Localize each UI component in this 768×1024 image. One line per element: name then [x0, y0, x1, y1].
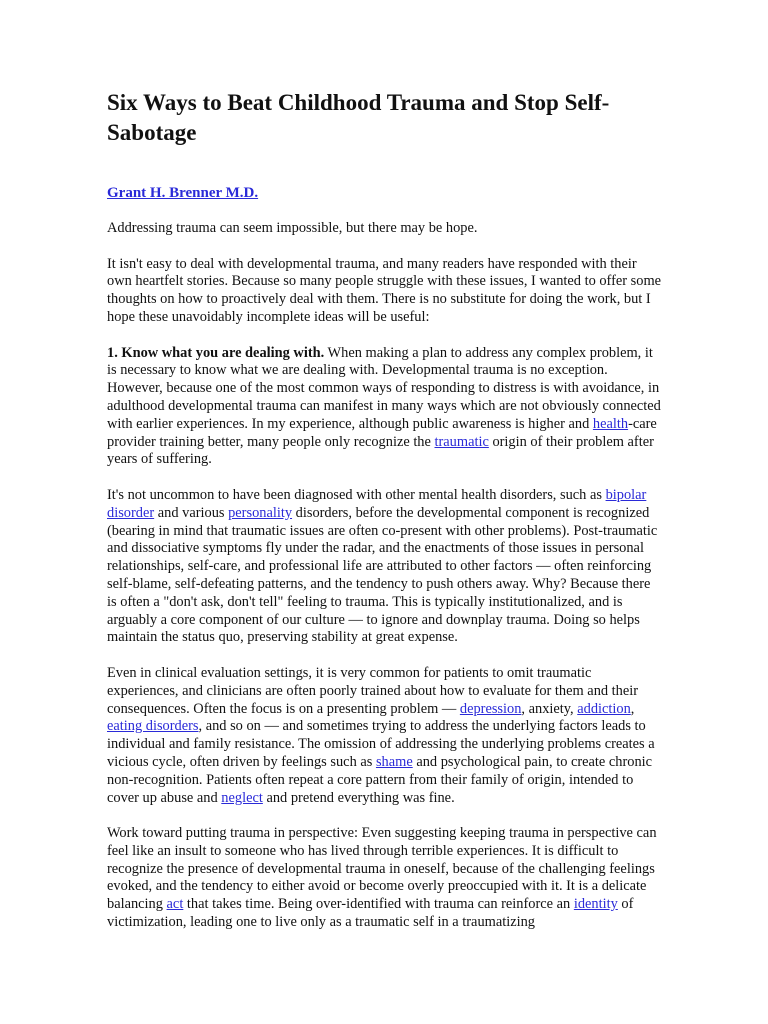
paragraph-3: [107, 487, 663, 647]
paragraph-3-text-a: It's not uncommon to have been diagnosed with other mental health disorders, such as: [107, 486, 606, 503]
paragraph-1: It isn't easy to deal with developmental trauma, and many readers have responded with their own heartfelt stories. Because so many people struggle with these issues, I wanted to offer some thoughts on how to proactively deal with them. There is no substitute for doing the work, but I hope these unavoidably incomplete ideas will be useful:: [107, 255, 662, 325]
paragraph-4-text-b: , anxiety,: [521, 700, 578, 717]
link-personality[interactable]: personality: [228, 504, 293, 521]
intro-paragraph: Addressing trauma can seem impossible, but there may be hope.: [107, 220, 478, 236]
author-link[interactable]: Grant H. Brenner M.D.: [107, 185, 259, 201]
paragraph-2-text-c: origin of their problem after years of suffering.: [107, 433, 654, 468]
author-byline: [107, 184, 663, 202]
paragraph-3-text-b: and various: [154, 504, 229, 521]
paragraph-5-text-b: that takes time. Being over-identified with trauma can reinforce an: [183, 896, 574, 913]
paragraph-5-text-c: of victimization, leading one to live only as a traumatic self in a traumatizing: [107, 896, 634, 931]
paragraph-4-text-c: ,: [630, 700, 635, 717]
paragraph-3-text-c: disorders, before the developmental component is recognized (bearing in mind that traumatic issues are often co-present with other problems). Post-traumatic and dissociative symptoms fly under the radar, and the enactments of those issues in personal relationships, self-care, and professional life are attributed to other factors — often reinforcing self-blame, self-defeating patterns, and the tendency to push others away. Why? Because there is often a "don't ask, don't tell" feeling to trauma. This is typically institutionalized, and is arguably a core component of our culture — to ignore and downplay trauma. Doing so helps maintain the status quo, preserving stability at great expense.: [107, 504, 658, 646]
link-eating-disorders[interactable]: eating disorders: [107, 718, 199, 735]
link-health[interactable]: health: [592, 415, 629, 432]
article: [107, 88, 663, 950]
link-addiction[interactable]: addiction: [577, 700, 631, 717]
link-bipolar-disorder[interactable]: bipolar disorder: [107, 486, 647, 521]
paragraph-4-text-e: and psychological pain, to create chronic non-recognition. Patients often repeat a core pattern from their family of origin, intended to cover up abuse and: [107, 753, 653, 806]
section-heading-1: 1. Know what you are dealing with.: [107, 344, 325, 361]
paragraph-2-text-b: -care provider training better, many people only recognize the: [107, 415, 657, 450]
paragraph-5-text-a: Work toward putting trauma in perspective: Even suggesting keeping trauma in perspective can feel like an insult to someone who has lived through terrible experiences. It is difficult to recognize the presence of developmental trauma in oneself, because of the challenging feelings evoked, and the tendency to either avoid or become overly preoccupied with it. It is a delicate balancing: [107, 825, 657, 913]
link-act[interactable]: act: [166, 896, 184, 913]
paragraph-4-text-d: , and so on — and sometimes trying to address the underlying factors leads to individual and family resistance. The omission of addressing the underlying problems creates a vicious cycle, often driven by feelings such as: [107, 718, 655, 770]
paragraph-2-text-a: When making a plan to address any complex problem, it is necessary to know what we are dealing with. Developmental trauma is no exception. However, because one of the most common ways of responding to distress is with avoidance, in adulthood developmental trauma can manifest in many ways which are not obviously connected with earlier experiences. In my experience, although public awareness is higher and: [107, 344, 661, 432]
paragraph-5: [107, 825, 663, 932]
link-neglect[interactable]: neglect: [221, 789, 263, 806]
article-title: Six Ways to Beat Childhood Trauma and Stop Self-Sabotage: [107, 90, 610, 145]
link-traumatic[interactable]: traumatic: [434, 433, 489, 450]
paragraph-2: [107, 345, 663, 470]
paragraph-4: [107, 665, 663, 807]
link-shame[interactable]: shame: [375, 753, 413, 770]
link-identity[interactable]: identity: [573, 896, 618, 913]
link-depression[interactable]: depression: [459, 700, 522, 717]
paragraph-4-text-f: and pretend everything was fine.: [262, 789, 455, 806]
paragraph-4-text-a: Even in clinical evaluation settings, it is very common for patients to omit traumatic experiences, and clinicians are often poorly trained about how to evaluate for them and their consequences. Often the focus is on a presenting problem —: [107, 664, 639, 717]
